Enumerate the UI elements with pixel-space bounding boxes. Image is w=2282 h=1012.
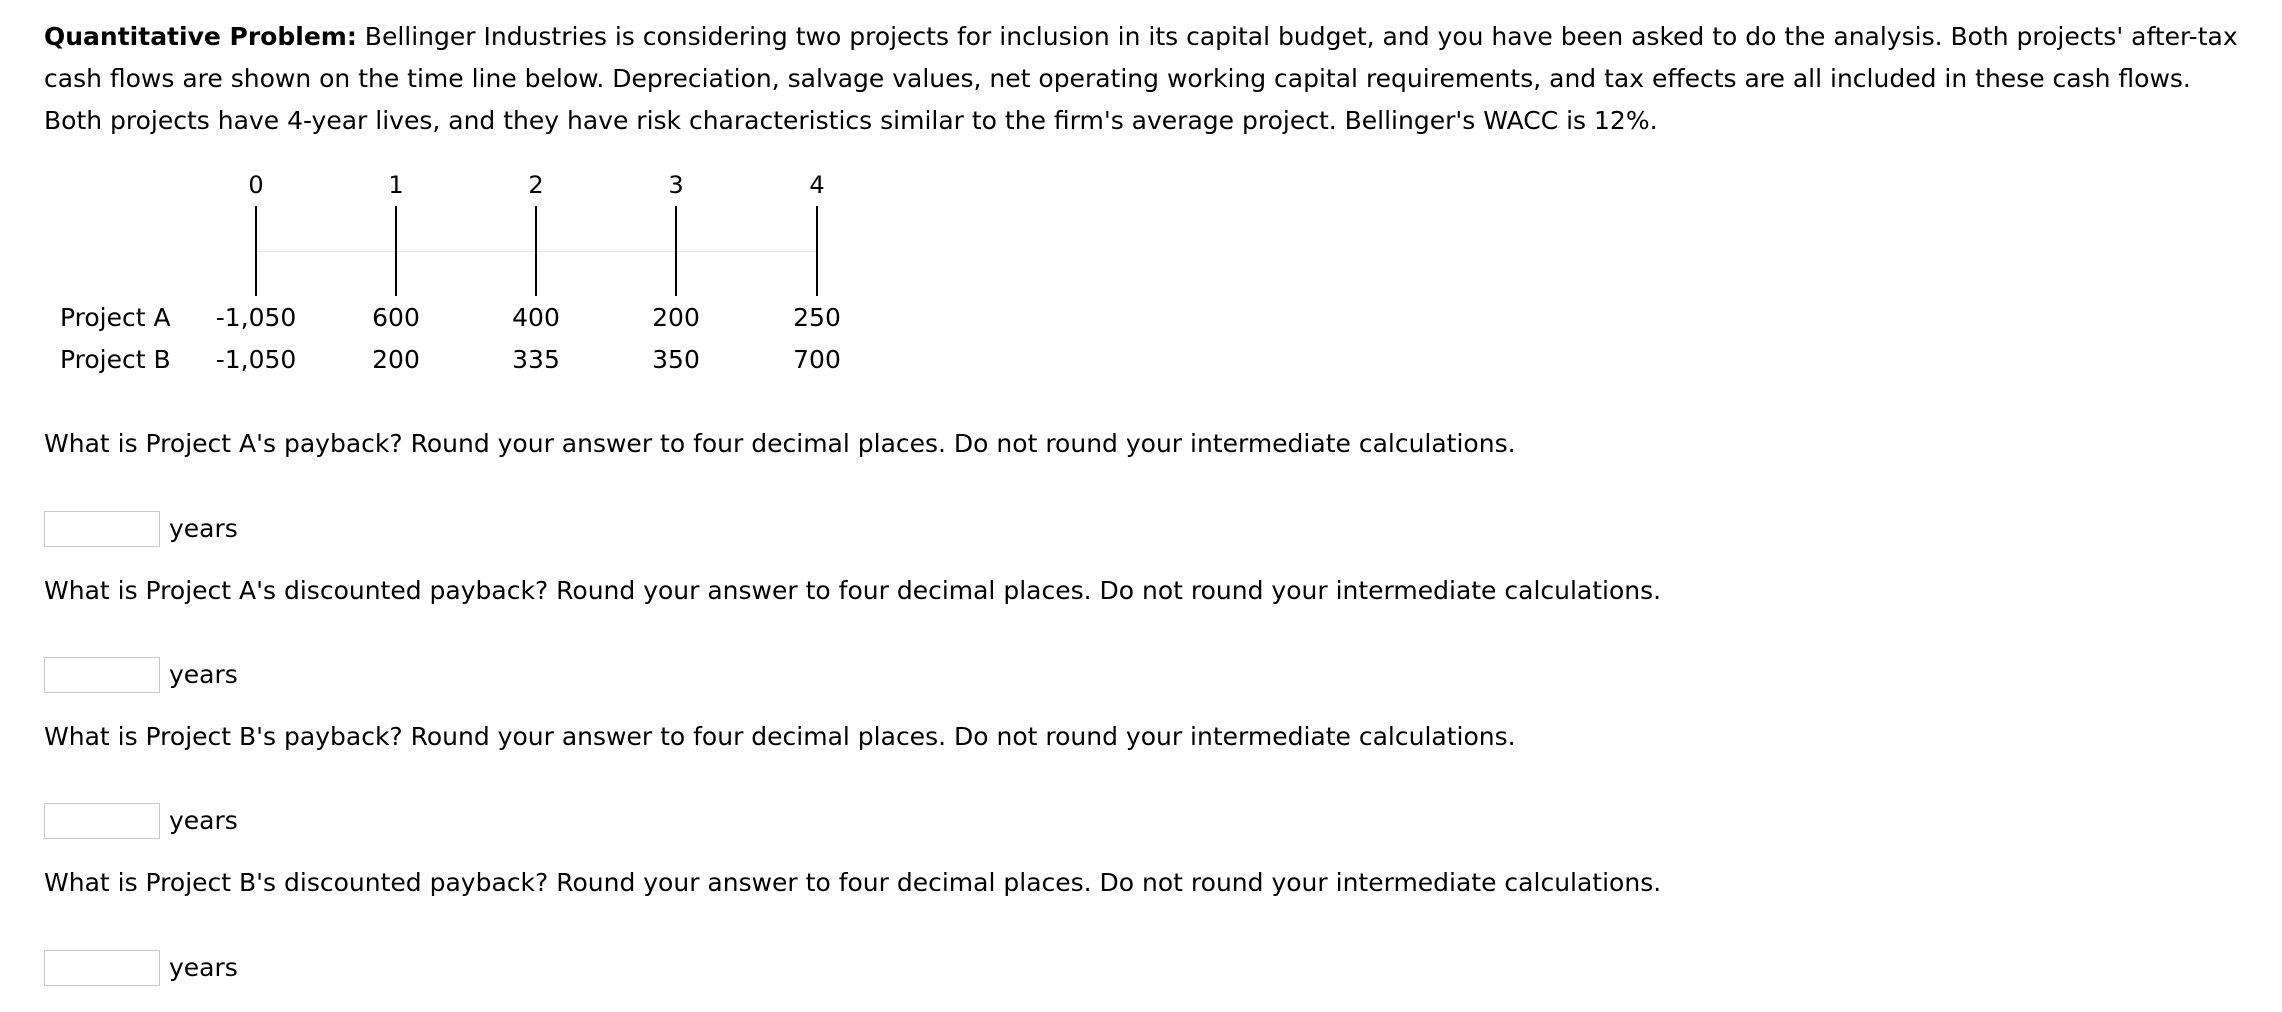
period-tick-2	[535, 206, 537, 296]
answer-b-discounted-payback-group	[44, 948, 238, 988]
problem-label: Quantitative Problem:	[44, 22, 357, 51]
project-a-cash-flow: -1,050	[215, 303, 297, 332]
period-label-0: 0	[248, 171, 264, 199]
answer-a-payback-group	[44, 509, 238, 549]
years-unit-label: years	[169, 514, 238, 543]
period-label-3: 3	[668, 171, 684, 199]
period-tick-1	[395, 206, 397, 296]
years-unit-label: years	[169, 953, 238, 982]
answer-b-payback-input[interactable]	[44, 803, 160, 839]
project-b-cash-flow: 200	[372, 345, 420, 374]
period-tick-3	[675, 206, 677, 296]
project-a-label: Project A	[60, 303, 171, 332]
period-label-4: 4	[809, 171, 825, 199]
project-b-cash-flow: -1,050	[215, 345, 297, 374]
project-b-cash-flow: 700	[793, 345, 841, 374]
period-label-2: 2	[528, 171, 544, 199]
project-b-cash-flow: 335	[512, 345, 560, 374]
years-unit-label: years	[169, 660, 238, 689]
project-b-cash-flow: 350	[652, 345, 700, 374]
years-unit-label: years	[169, 806, 238, 835]
question-a-payback: What is Project A's payback? Round your answer to four decimal places. Do not round your intermediate calculations.	[44, 429, 1516, 458]
cash-flow-timeline	[0, 0, 2282, 400]
question-b-payback: What is Project B's payback? Round your answer to four decimal places. Do not round your intermediate calculations.	[44, 722, 1516, 751]
period-tick-4	[816, 206, 818, 296]
answer-b-discounted-payback-input[interactable]	[44, 950, 160, 986]
project-a-cash-flow: 600	[372, 303, 420, 332]
problem-text: Bellinger Industries is considering two projects for inclusion in its capital budget, and you have been asked to do the analysis. Both projects' after-tax cash flows are shown on the time line below. Depreciation, salvage values, net operating working capital requirements, and tax effects are all included in these cash flows. Both projects have 4-year lives, and they have risk characteristics similar to the firm's average project. Bellinger's WACC is 12%.	[44, 22, 2238, 135]
period-tick-0	[255, 206, 257, 296]
question-a-discounted-payback: What is Project A's discounted payback? Round your answer to four decimal places. Do not round your intermediate calculations.	[44, 576, 1662, 605]
answer-b-payback-group	[44, 801, 238, 841]
question-b-discounted-payback: What is Project B's discounted payback? Round your answer to four decimal places. Do not round your intermediate calculations.	[44, 868, 1662, 897]
project-a-cash-flow: 250	[793, 303, 841, 332]
timeline-baseline	[256, 251, 818, 252]
answer-a-discounted-payback-group	[44, 655, 238, 695]
project-a-cash-flow: 400	[512, 303, 560, 332]
answer-a-discounted-payback-input[interactable]	[44, 657, 160, 693]
project-b-label: Project B	[60, 345, 171, 374]
answer-a-payback-input[interactable]	[44, 511, 160, 547]
period-label-1: 1	[388, 171, 404, 199]
project-a-cash-flow: 200	[652, 303, 700, 332]
